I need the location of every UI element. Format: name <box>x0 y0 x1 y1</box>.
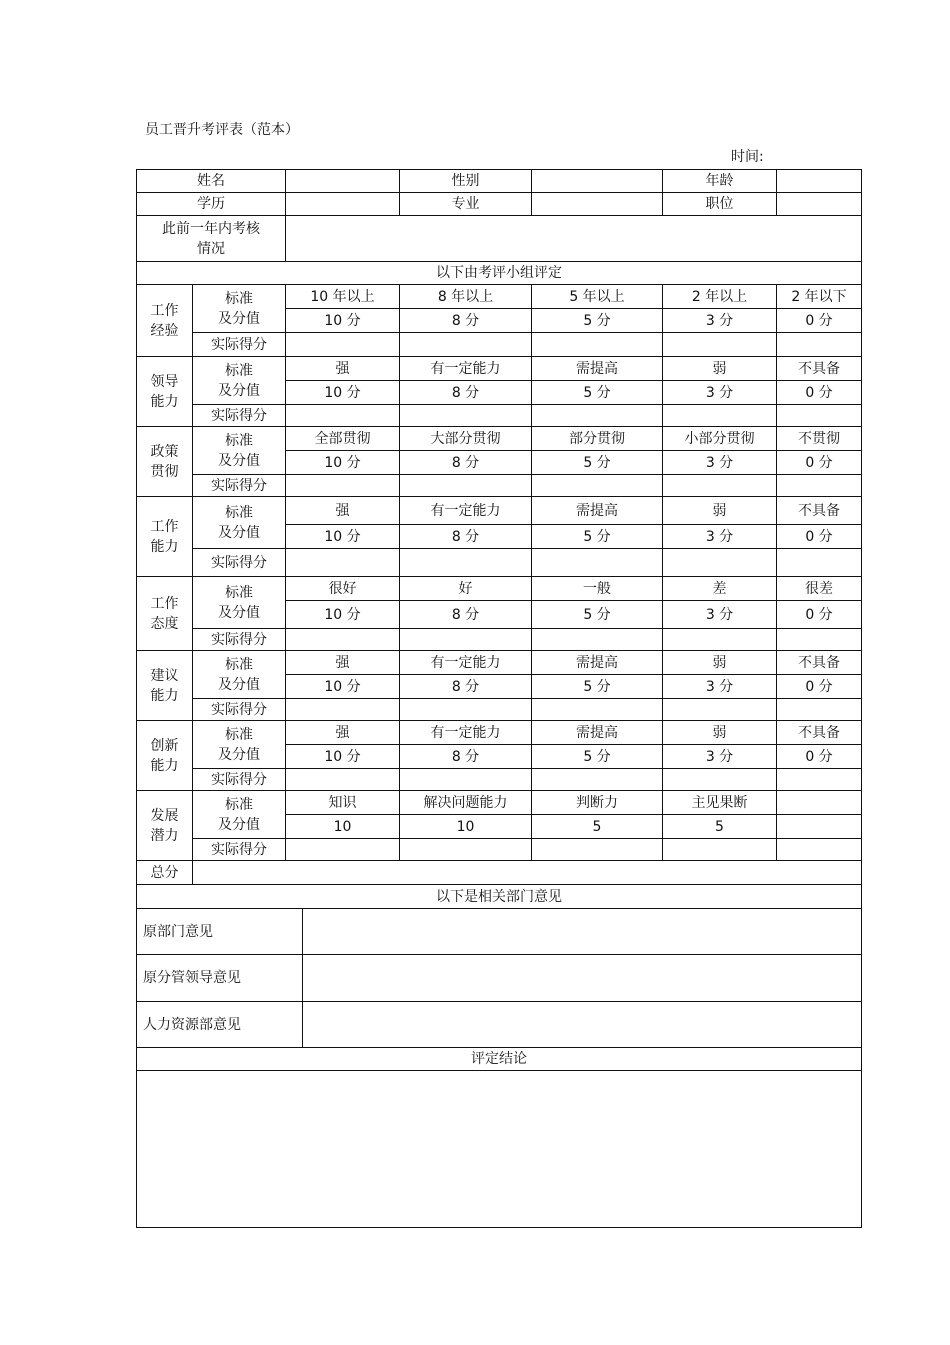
actual-score-input-cell[interactable] <box>532 839 663 861</box>
level-cell: 解决问题能力 <box>400 791 532 815</box>
level-cell: 很差 <box>777 577 862 601</box>
criterion-actual-row <box>137 629 862 651</box>
score-cell: 8 分 <box>400 525 532 549</box>
criterion-actual-row <box>137 839 862 861</box>
standard-score-label-line1: 标准 <box>225 432 253 449</box>
score-cell: 3 分 <box>663 745 777 769</box>
standard-score-label <box>193 721 286 769</box>
level-cell: 有一定能力 <box>400 497 532 525</box>
actual-score-input-cell[interactable] <box>400 549 532 577</box>
criterion-name-line1: 政策 <box>150 443 179 460</box>
criterion-name-line2: 能力 <box>150 393 179 410</box>
standard-score-label <box>193 497 286 549</box>
actual-score-input-cell[interactable] <box>777 629 862 651</box>
level-cell: 很好 <box>286 577 400 601</box>
criterion-level-row <box>137 497 862 525</box>
dept-opinion-flex <box>137 955 861 1001</box>
criterion-actual-row <box>137 405 862 427</box>
criterion-name-line1: 建议 <box>150 667 179 684</box>
standard-score-label-line1: 标准 <box>225 504 253 521</box>
criterion-level-row <box>137 427 862 451</box>
dept-opinion-container <box>137 909 862 955</box>
standard-score-label-line2: 及分值 <box>218 604 260 621</box>
level-cell: 弱 <box>663 357 777 381</box>
basic-row-1 <box>137 170 862 193</box>
dept-opinion-label: 人力资源部意见 <box>137 1002 303 1047</box>
standard-score-label-line2: 及分值 <box>218 676 260 693</box>
level-cell: 好 <box>400 577 532 601</box>
criterion-name-line2: 贯彻 <box>150 463 179 480</box>
criterion-level-row <box>137 651 862 675</box>
criterion-name-line2: 经验 <box>150 322 179 339</box>
score-cell: 10 分 <box>286 745 400 769</box>
criterion-name-line2: 潜力 <box>150 827 179 844</box>
actual-score-input-cell[interactable] <box>286 405 400 427</box>
standard-score-label-line1: 标准 <box>225 796 253 813</box>
actual-score-input-cell[interactable] <box>663 405 777 427</box>
level-cell: 强 <box>286 497 400 525</box>
standard-score-label-line2: 及分值 <box>218 382 260 399</box>
actual-score-input-cell[interactable] <box>663 549 777 577</box>
score-cell: 3 分 <box>663 381 777 405</box>
group-section-heading: 以下由考评小组评定 <box>137 262 862 285</box>
criterion-name-line1: 工作 <box>150 302 179 319</box>
level-cell: 强 <box>286 721 400 745</box>
actual-score-input-cell[interactable] <box>532 699 663 721</box>
score-cell: 0 分 <box>777 309 862 333</box>
dept-opinion-container <box>137 1002 862 1048</box>
score-cell: 5 分 <box>532 309 663 333</box>
criterion-level-row <box>137 357 862 381</box>
level-cell: 不具备 <box>777 357 862 381</box>
level-cell: 需提高 <box>532 497 663 525</box>
conclusion-heading: 评定结论 <box>137 1048 862 1071</box>
criterion-actual-row <box>137 549 862 577</box>
actual-score-input-cell[interactable] <box>777 333 862 357</box>
criterion-name <box>137 577 193 651</box>
standard-score-label-line1: 标准 <box>225 656 253 673</box>
level-cell: 不贯彻 <box>777 427 862 451</box>
level-cell: 不具备 <box>777 651 862 675</box>
score-cell: 5 <box>663 815 777 839</box>
standard-score-label <box>193 791 286 839</box>
level-cell: 2 年以下 <box>777 285 862 309</box>
actual-score-input-cell[interactable] <box>286 839 400 861</box>
actual-score-input-cell[interactable] <box>286 769 400 791</box>
dept-opinion-value-cell[interactable] <box>303 909 861 954</box>
conclusion-heading-row <box>137 1048 862 1071</box>
actual-score-input-cell[interactable] <box>777 475 862 497</box>
score-cell: 5 分 <box>532 675 663 699</box>
actual-score-input-cell[interactable] <box>532 475 663 497</box>
score-cell: 8 分 <box>400 601 532 629</box>
dept-opinion-label: 原部门意见 <box>137 909 303 954</box>
level-cell: 小部分贯彻 <box>663 427 777 451</box>
dept-opinion-flex <box>137 909 861 954</box>
actual-score-label: 实际得分 <box>193 475 286 497</box>
score-cell: 5 分 <box>532 745 663 769</box>
score-cell: 3 分 <box>663 451 777 475</box>
standard-score-label <box>193 577 286 629</box>
criterion-name <box>137 497 193 577</box>
major-value-cell[interactable] <box>532 193 663 216</box>
standard-score-label <box>193 427 286 475</box>
criterion-name <box>137 427 193 497</box>
score-cell: 8 分 <box>400 309 532 333</box>
score-cell: 5 分 <box>532 601 663 629</box>
level-cell: 部分贯彻 <box>532 427 663 451</box>
actual-score-input-cell[interactable] <box>286 333 400 357</box>
actual-score-label: 实际得分 <box>193 699 286 721</box>
actual-score-input-cell[interactable] <box>777 549 862 577</box>
dept-opinion-row <box>137 909 862 955</box>
level-cell: 大部分贯彻 <box>400 427 532 451</box>
criterion-actual-row <box>137 699 862 721</box>
score-cell: 5 分 <box>532 381 663 405</box>
actual-score-input-cell[interactable] <box>286 699 400 721</box>
actual-score-input-cell[interactable] <box>286 629 400 651</box>
actual-score-input-cell[interactable] <box>400 629 532 651</box>
score-cell: 10 分 <box>286 675 400 699</box>
standard-score-label <box>193 357 286 405</box>
gender-value-cell[interactable] <box>532 170 663 193</box>
level-cell: 10 年以上 <box>286 285 400 309</box>
time-label: 时间: <box>731 149 764 165</box>
actual-score-input-cell[interactable] <box>400 839 532 861</box>
score-cell <box>777 815 862 839</box>
actual-score-label: 实际得分 <box>193 629 286 651</box>
standard-score-label-line1: 标准 <box>225 726 253 743</box>
level-cell: 不具备 <box>777 721 862 745</box>
dept-opinion-row <box>137 1002 862 1048</box>
criterion-name-line2: 态度 <box>150 615 179 632</box>
actual-score-label: 实际得分 <box>193 839 286 861</box>
score-cell: 10 <box>286 815 400 839</box>
actual-score-input-cell[interactable] <box>663 699 777 721</box>
score-cell: 10 <box>400 815 532 839</box>
score-cell: 8 分 <box>400 675 532 699</box>
actual-score-input-cell[interactable] <box>532 405 663 427</box>
prior-review-row <box>137 216 862 262</box>
level-cell: 2 年以上 <box>663 285 777 309</box>
criterion-level-row <box>137 577 862 601</box>
level-cell: 有一定能力 <box>400 721 532 745</box>
standard-score-label <box>193 651 286 699</box>
standard-score-label-line1: 标准 <box>225 362 253 379</box>
conclusion-value-cell[interactable] <box>137 1071 862 1228</box>
education-label: 学历 <box>137 193 286 216</box>
score-cell: 0 分 <box>777 451 862 475</box>
score-cell: 5 分 <box>532 451 663 475</box>
level-cell: 全部贯彻 <box>286 427 400 451</box>
dept-section-heading: 以下是相关部门意见 <box>137 885 862 909</box>
score-cell: 0 分 <box>777 381 862 405</box>
level-cell: 有一定能力 <box>400 651 532 675</box>
actual-score-input-cell[interactable] <box>400 333 532 357</box>
score-cell: 10 分 <box>286 451 400 475</box>
basic-row-2 <box>137 193 862 216</box>
criterion-actual-row <box>137 475 862 497</box>
score-cell: 10 分 <box>286 525 400 549</box>
prior-review-label-line1: 此前一年内考核 <box>162 220 260 237</box>
score-cell: 3 分 <box>663 601 777 629</box>
dept-opinion-flex <box>137 1002 861 1047</box>
level-cell: 需提高 <box>532 357 663 381</box>
criterion-level-row <box>137 721 862 745</box>
score-cell: 10 分 <box>286 309 400 333</box>
actual-score-input-cell[interactable] <box>777 699 862 721</box>
score-cell: 5 分 <box>532 525 663 549</box>
actual-score-input-cell[interactable] <box>777 405 862 427</box>
level-cell: 弱 <box>663 721 777 745</box>
total-row <box>137 861 862 885</box>
name-value-cell[interactable] <box>286 170 400 193</box>
dept-opinion-label: 原分管领导意见 <box>137 955 303 1001</box>
score-cell: 3 分 <box>663 675 777 699</box>
score-cell: 10 分 <box>286 381 400 405</box>
prior-review-label-line2: 情况 <box>197 240 225 257</box>
standard-score-label-line2: 及分值 <box>218 452 260 469</box>
criterion-name <box>137 651 193 721</box>
level-cell: 强 <box>286 357 400 381</box>
criterion-name-line1: 领导 <box>150 373 179 390</box>
criterion-name <box>137 357 193 427</box>
standard-score-label-line2: 及分值 <box>218 524 260 541</box>
actual-score-input-cell[interactable] <box>400 405 532 427</box>
score-cell: 5 <box>532 815 663 839</box>
criterion-name-line2: 能力 <box>150 757 179 774</box>
standard-score-label <box>193 285 286 333</box>
criterion-name <box>137 791 193 861</box>
group-section-row <box>137 262 862 285</box>
actual-score-input-cell[interactable] <box>286 475 400 497</box>
total-value-cell[interactable] <box>193 861 862 885</box>
actual-score-input-cell[interactable] <box>663 629 777 651</box>
level-cell: 不具备 <box>777 497 862 525</box>
dept-opinion-row <box>137 955 862 1002</box>
score-cell: 10 分 <box>286 601 400 629</box>
level-cell: 强 <box>286 651 400 675</box>
actual-score-input-cell[interactable] <box>400 699 532 721</box>
actual-score-label: 实际得分 <box>193 333 286 357</box>
actual-score-input-cell[interactable] <box>663 769 777 791</box>
prior-review-value-cell[interactable] <box>286 216 862 262</box>
criterion-actual-row <box>137 333 862 357</box>
age-label: 年龄 <box>663 170 777 193</box>
standard-score-label-line2: 及分值 <box>218 816 260 833</box>
level-cell: 8 年以上 <box>400 285 532 309</box>
score-cell: 8 分 <box>400 451 532 475</box>
position-value-cell[interactable] <box>777 193 862 216</box>
level-cell: 需提高 <box>532 721 663 745</box>
standard-score-label-line1: 标准 <box>225 290 253 307</box>
criterion-name <box>137 285 193 357</box>
dept-opinion-value-cell[interactable] <box>303 955 861 1001</box>
score-cell: 0 分 <box>777 745 862 769</box>
criterion-level-row <box>137 285 862 309</box>
level-cell: 判断力 <box>532 791 663 815</box>
level-cell: 一般 <box>532 577 663 601</box>
criterion-name-line1: 工作 <box>150 595 179 612</box>
actual-score-input-cell[interactable] <box>400 475 532 497</box>
actual-score-input-cell[interactable] <box>532 629 663 651</box>
actual-score-label: 实际得分 <box>193 549 286 577</box>
evaluation-form <box>136 169 862 1228</box>
level-cell: 知识 <box>286 791 400 815</box>
level-cell <box>777 791 862 815</box>
criterion-name-line1: 创新 <box>150 737 179 754</box>
actual-score-input-cell[interactable] <box>663 333 777 357</box>
actual-score-input-cell[interactable] <box>400 769 532 791</box>
criterion-name-line1: 工作 <box>150 518 179 535</box>
score-cell: 0 分 <box>777 525 862 549</box>
actual-score-input-cell[interactable] <box>532 333 663 357</box>
dept-section-row <box>137 885 862 909</box>
dept-opinion-value-cell[interactable] <box>303 1002 861 1047</box>
dept-opinion-container <box>137 955 862 1002</box>
score-cell: 0 分 <box>777 601 862 629</box>
criterion-level-row <box>137 791 862 815</box>
actual-score-label: 实际得分 <box>193 769 286 791</box>
criterion-name-line1: 发展 <box>150 807 179 824</box>
score-cell: 3 分 <box>663 309 777 333</box>
criterion-name <box>137 721 193 791</box>
actual-score-input-cell[interactable] <box>532 549 663 577</box>
actual-score-input-cell[interactable] <box>663 839 777 861</box>
document-title: 员工晋升考评表（范本） <box>145 122 299 138</box>
criterion-name-line2: 能力 <box>150 538 179 555</box>
standard-score-label-line2: 及分值 <box>218 310 260 327</box>
actual-score-input-cell[interactable] <box>532 769 663 791</box>
criterion-actual-row <box>137 769 862 791</box>
standard-score-label-line1: 标准 <box>225 584 253 601</box>
position-label: 职位 <box>663 193 777 216</box>
prior-review-label <box>137 216 286 262</box>
conclusion-body-row <box>137 1071 862 1228</box>
level-cell: 弱 <box>663 497 777 525</box>
score-cell: 8 分 <box>400 745 532 769</box>
actual-score-label: 实际得分 <box>193 405 286 427</box>
level-cell: 有一定能力 <box>400 357 532 381</box>
score-cell: 8 分 <box>400 381 532 405</box>
level-cell: 差 <box>663 577 777 601</box>
age-value-cell[interactable] <box>777 170 862 193</box>
score-cell: 0 分 <box>777 675 862 699</box>
level-cell: 需提高 <box>532 651 663 675</box>
name-label: 姓名 <box>137 170 286 193</box>
actual-score-input-cell[interactable] <box>777 769 862 791</box>
education-value-cell[interactable] <box>286 193 400 216</box>
gender-label: 性别 <box>400 170 532 193</box>
level-cell: 弱 <box>663 651 777 675</box>
actual-score-input-cell[interactable] <box>663 475 777 497</box>
level-cell: 5 年以上 <box>532 285 663 309</box>
actual-score-input-cell[interactable] <box>777 839 862 861</box>
standard-score-label-line2: 及分值 <box>218 746 260 763</box>
level-cell: 主见果断 <box>663 791 777 815</box>
criterion-name-line2: 能力 <box>150 687 179 704</box>
score-cell: 3 分 <box>663 525 777 549</box>
total-label: 总分 <box>137 861 193 885</box>
actual-score-input-cell[interactable] <box>286 549 400 577</box>
major-label: 专业 <box>400 193 532 216</box>
